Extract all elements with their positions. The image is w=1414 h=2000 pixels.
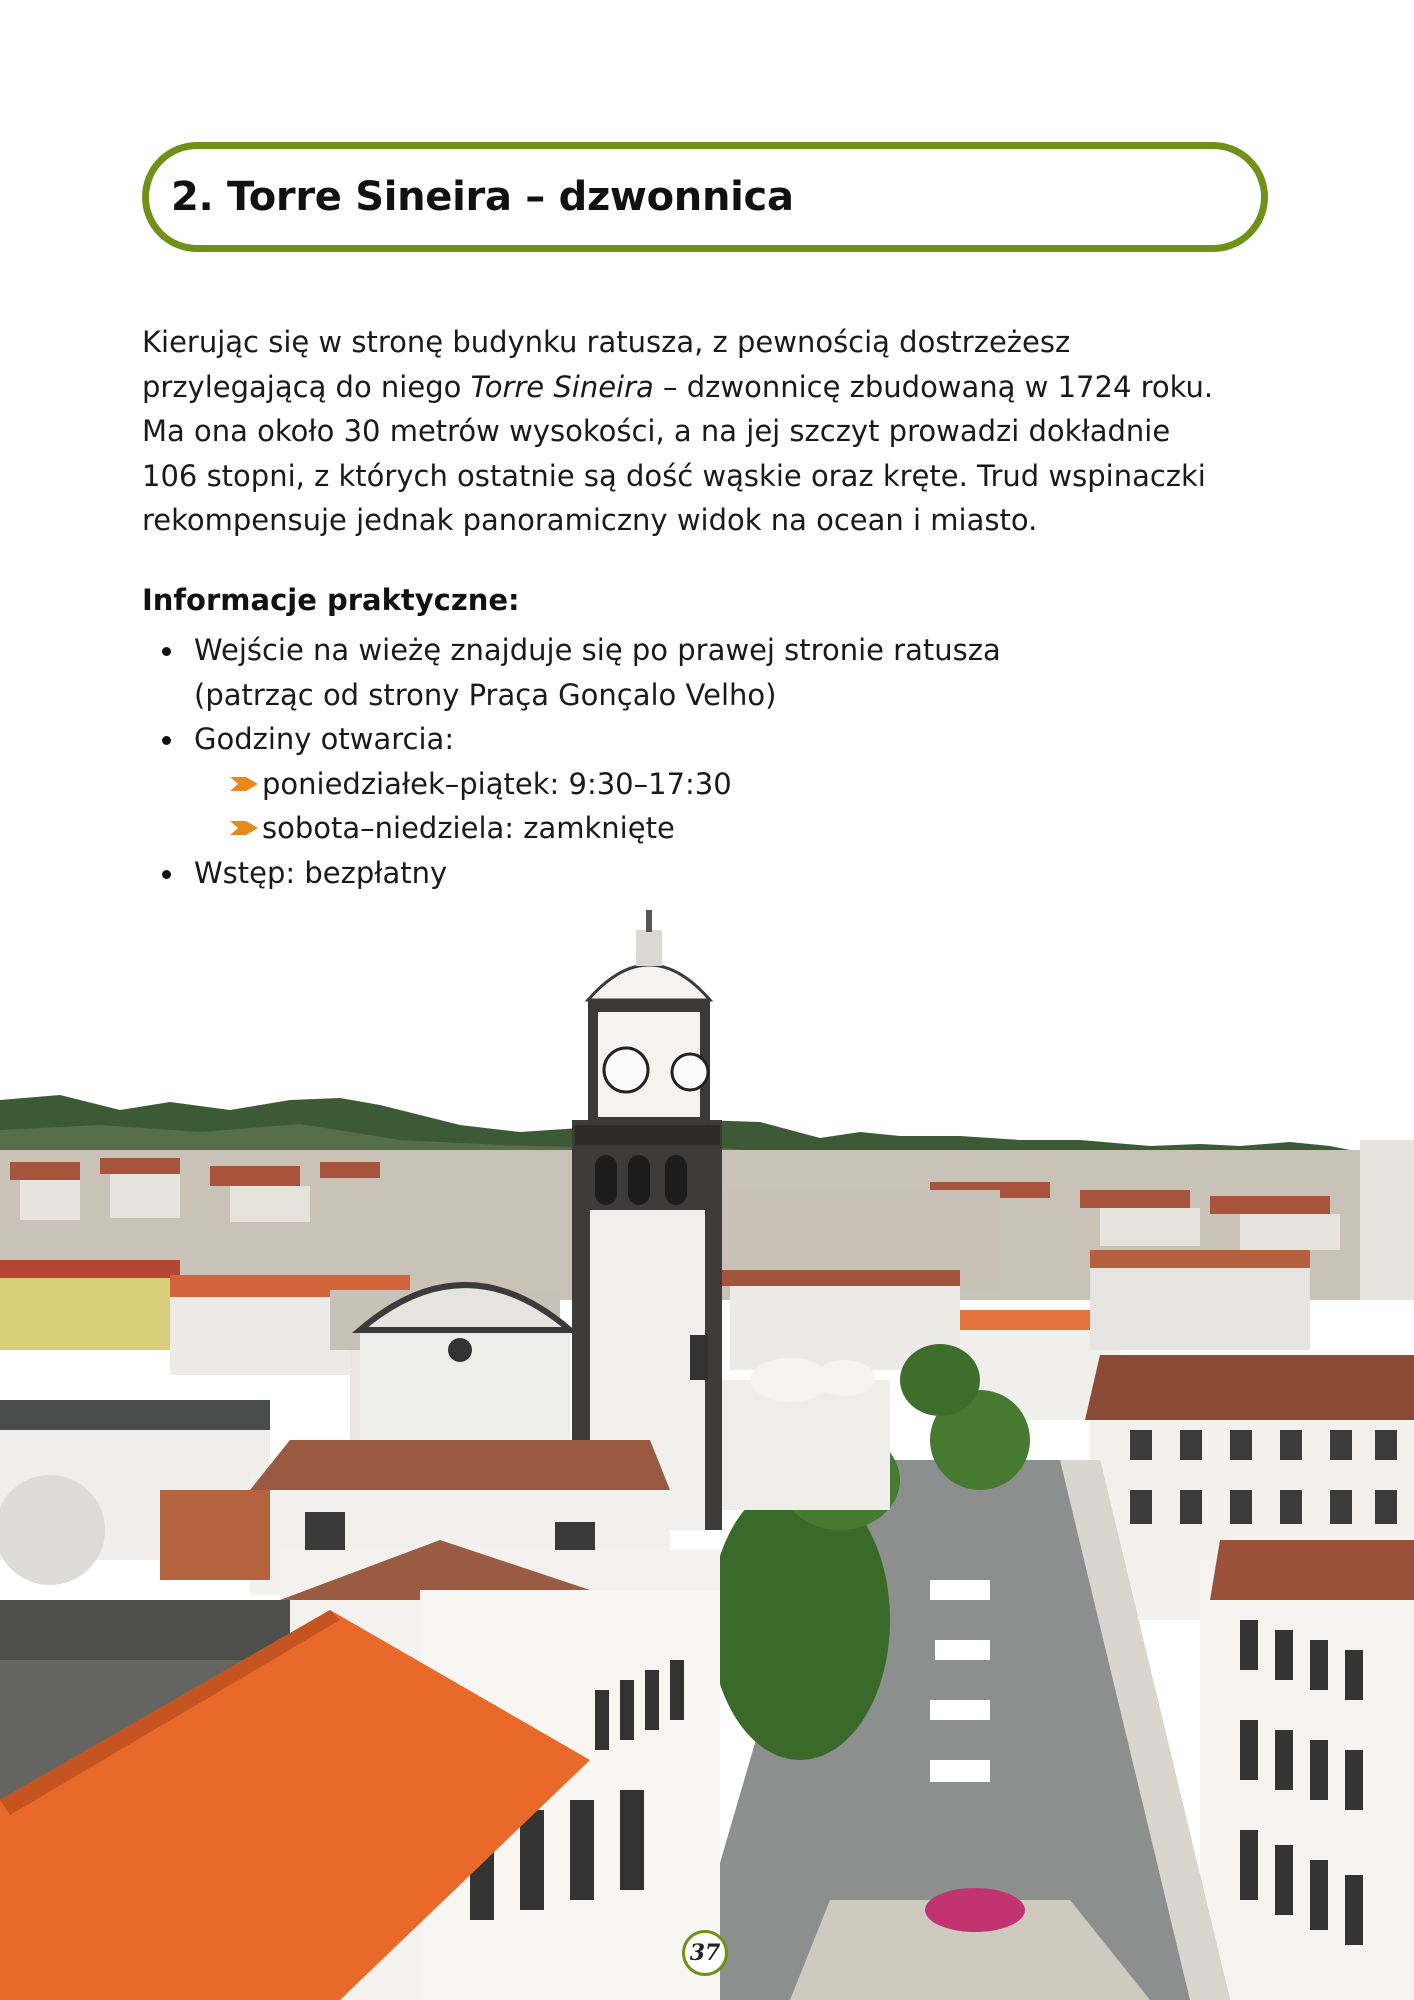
intro-line-4: 106 stopni, z których ostatnie są dość wąskie oraz kręte. Trud wspinaczki bbox=[142, 458, 1206, 493]
hours-weekend bbox=[194, 806, 1001, 851]
intro-line-3: Ma ona około 30 metrów wysokości, a na jej szczyt prowadzi dokładnie bbox=[142, 414, 1171, 448]
intro-paragraph bbox=[142, 320, 1282, 543]
list-item-entrance bbox=[142, 628, 1001, 717]
page-number: 37 bbox=[682, 1930, 728, 1976]
admission-text: Wstęp: bezpłatny bbox=[194, 855, 448, 890]
hours-sublist bbox=[194, 762, 1001, 851]
practical-info-list bbox=[142, 628, 1001, 895]
section-title-box bbox=[142, 142, 1268, 252]
hours-weekdays bbox=[194, 762, 1001, 807]
entrance-text-2: (patrząc od strony Praça Gonçalo Velho) bbox=[194, 677, 777, 712]
intro-line-1: Kierując się w stronę budynku ratusza, z pewnością dostrzeżesz bbox=[142, 325, 1071, 359]
bullet-icon bbox=[162, 870, 171, 879]
intro-line-2-start: przylegającą do niego bbox=[142, 369, 471, 404]
list-item-admission bbox=[142, 851, 1001, 896]
intro-line-2 bbox=[142, 365, 1282, 410]
hours-weekend-text: sobota–niedziela: zamknięte bbox=[262, 811, 675, 845]
city-panorama-photo bbox=[0, 900, 1414, 2000]
arrow-icon bbox=[230, 777, 258, 791]
tower-name: Torre Sineira bbox=[470, 369, 654, 404]
arrow-icon bbox=[230, 821, 258, 835]
intro-line-5: rekompensuje jednak panoramiczny widok na ocean i miasto. bbox=[142, 503, 1038, 537]
bullet-icon bbox=[162, 736, 171, 745]
hours-weekdays-text: poniedziałek–piątek: 9:30–17:30 bbox=[262, 766, 732, 801]
bullet-icon bbox=[162, 647, 171, 656]
section-title: 2. Torre Sineira – dzwonnica bbox=[171, 174, 794, 220]
intro-line-2-end: – dzwonnicę zbudowaną w 1724 roku. bbox=[653, 369, 1214, 404]
practical-info-heading: Informacje praktyczne: bbox=[142, 583, 520, 617]
entrance-text-1: Wejście na wieżę znajduje się po prawej stronie ratusza bbox=[194, 633, 1001, 667]
list-item-hours bbox=[142, 717, 1001, 851]
hours-label: Godziny otwarcia: bbox=[194, 722, 455, 756]
